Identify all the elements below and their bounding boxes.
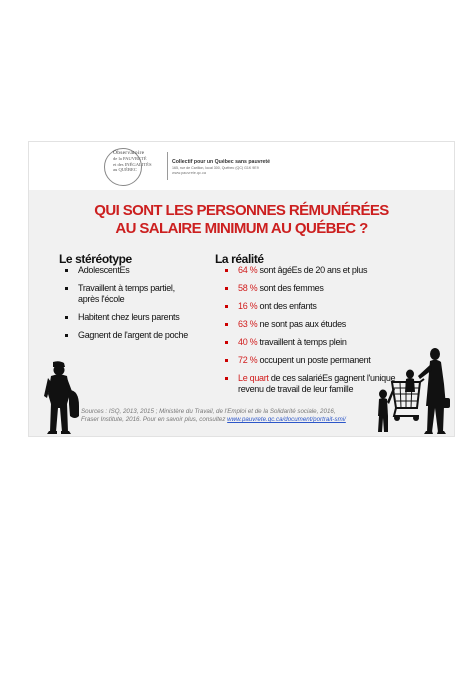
logo-text <box>113 151 173 173</box>
list-item: Le quart de ces salariéEs gagnent l'unique revenu de travail de leur famille <box>225 373 435 395</box>
header-band <box>29 142 454 190</box>
list-item: 40 % travaillent à temps plein <box>225 337 435 348</box>
bullet-icon <box>225 359 228 362</box>
list-item: 58 % sont des femmes <box>225 283 435 294</box>
logo-line-4: au QUÉBEC <box>113 167 137 173</box>
mother-child-cart-silhouette-icon <box>374 346 452 436</box>
bullet-icon <box>225 323 228 326</box>
list-item: 64 % sont âgéEs de 20 ans et plus <box>225 265 435 276</box>
teen-silhouette-icon <box>39 360 81 436</box>
org-website: www.pauvrete.qc.ca <box>172 171 206 175</box>
bullet-icon <box>225 305 228 308</box>
infographic-card <box>28 141 455 437</box>
bullet-icon <box>65 287 68 290</box>
bullet-icon <box>65 316 68 319</box>
list-item: Travaillent à temps partiel, après l'école <box>65 283 225 305</box>
list-item: 16 % ont des enfants <box>225 301 435 312</box>
title-line-2: AU SALAIRE MINIMUM AU QUÉBEC ? <box>115 220 368 237</box>
org-address: 165, rue de Carillon, local 300, Québec (QC) G1K 9E9 <box>172 166 259 170</box>
bullet-icon <box>65 334 68 337</box>
list-item: 63 % ne sont pas aux études <box>225 319 435 330</box>
list-item: Gagnent de l'argent de poche <box>65 330 225 341</box>
stereotype-list <box>65 265 225 348</box>
bullet-icon <box>225 287 228 290</box>
bullet-icon <box>65 269 68 272</box>
list-item: 72 % occupent un poste permanent <box>225 355 435 366</box>
logo-line-3: et des INÉGALITÉS <box>113 161 152 167</box>
logo-line-1: Observatoire <box>113 150 145 156</box>
bullet-icon <box>225 377 228 380</box>
list-item: Habitent chez leurs parents <box>65 312 225 323</box>
sources-link[interactable]: www.pauvrete.qc.ca/document/portrait-smi/ <box>227 416 346 423</box>
org-name: Collectif pour un Québec sans pauvreté <box>172 159 271 165</box>
list-item: AdolescentEs <box>65 265 225 276</box>
header-divider <box>167 152 168 180</box>
logo-line-2: de la PAUVRETÉ <box>113 156 147 162</box>
reality-heading: La réalité <box>215 252 264 266</box>
bullet-icon <box>225 269 228 272</box>
sources-note: Sources : ISQ, 2013, 2015 ; Ministère du Travail, de l'Emploi et de la Solidarité sociale, 2016, Fraser Institute, 2016. Pour en savoir plus, consultez www.pauvrete.qc.ca/document/portrait-smi/ <box>81 408 346 423</box>
bullet-icon <box>225 341 228 344</box>
stereotype-heading: Le stéréotype <box>59 252 132 266</box>
title-line-1: QUI SONT LES PERSONNES RÉMUNÉRÉES <box>94 202 389 219</box>
page-title <box>29 202 454 238</box>
